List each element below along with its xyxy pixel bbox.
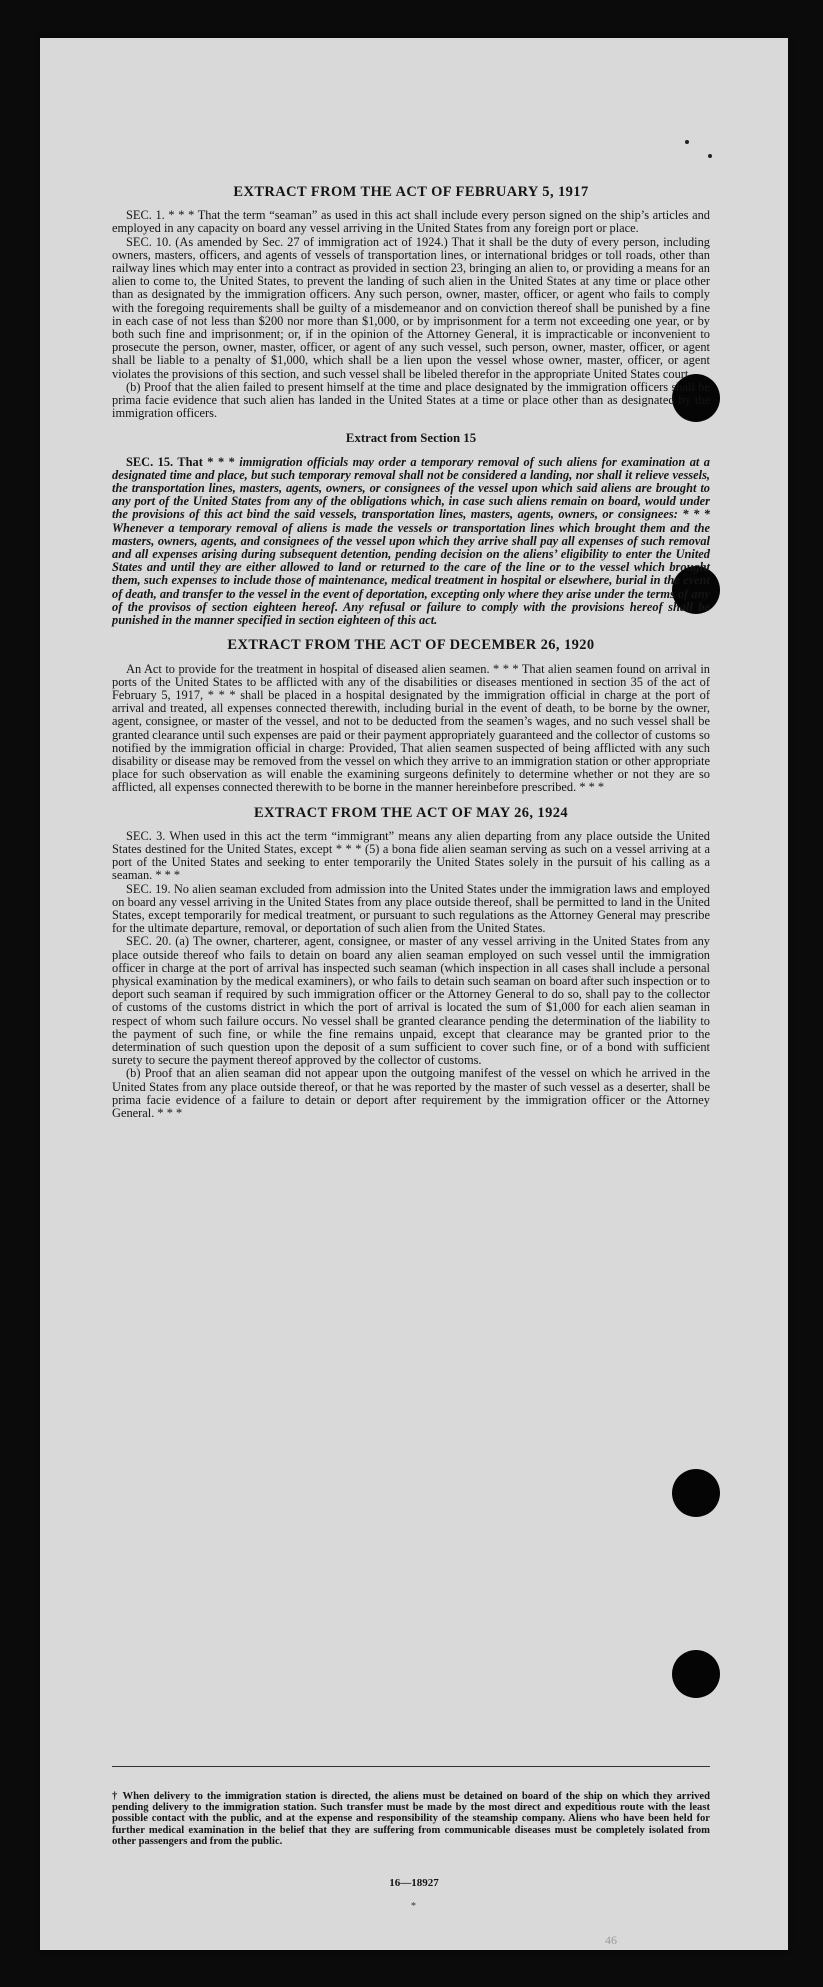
paragraph-sec3: SEC. 3. When used in this act the term “immigrant” means any alien departing from any place outside the United States destined for the United States, except * * * (5) a bona fide alien seaman serving as such on a vessel arriving at a port of the United States and seeking to enter temporarily the United States solely in the pursuit of his calling as a seaman. * * * [112,828,710,883]
paragraph-dec-1920: An Act to provide for the treatment in hospital of diseased alien seamen. * * * That alien seamen found on arrival in ports of the United States to be afflicted with any of the disabilities or diseases mentioned in section 35 of the act of February 5, 1917, * * * shall be placed in a hospital designated by the immigration official in charge at the port of arrival and treated, all expenses connected therewith, including burial in the event of death, to be borne by the owner, agent, consignee, or master of the vessel, and not to be deducted from the seamen’s wages, and no such vessel shall be granted clearance until such expenses are paid or their payment appropriately guaranteed and the collector of customs so notified by the immigration official in charge: Provided, That alien seamen suspected of being afflicted with any such disability or disease may be removed from the vessel on which they arrive to an immigration station or other appropriate place for such observation as will enable the examining surgeons definitely to determine whether or not they are so afflicted, all expenses connected therewith to be borne in the manner hereinbefore prescribed. * * * [112,661,710,795]
form-number: 16—18927 [389,1877,439,1889]
speck-mark [685,140,689,144]
heading-feb-1917: EXTRACT FROM THE ACT OF FEBRUARY 5, 1917 [233,184,589,200]
sec15-text: immigration officials may order a temporary removal of such aliens for examination at a designated time and place, but such temporary removal shall not be considered a landing, nor shall it relieve vessels, the transportation lines, masters, agents, owners, or consignees of the vessel upon which said aliens are brought to any port of the United States from any of the obligations which, in case such aliens remain on board, would under the provisions of this act bind the said vessels, transportation lines, masters, agents, owners, or consignees: * * * Whenever a temporary removal of aliens is made the vessels or transportation lines which brought them and the masters, owners, agents, and consignees of the vessel upon which they arrive shall pay all expenses of such removal and all expenses arising during subsequent detention, pending decision on the aliens’ eligibility to enter the United States and until they are either allowed to land or returned to the care of the line or to the vessel which brought them, such expenses to include those of maintenance, medical treatment in hospital or elsewhere, burial in the event of death, and transfer to the vessel in the event of deportation, excepting only where they arise under the terms of any of the provisos of section eighteen hereof. Any refusal or failure to comply with the provisions hereof shall be punished in the manner specified in section eighteen of this act. [112,454,710,628]
footnote-divider [112,1766,710,1767]
footnote: † When delivery to the immigration station is directed, the aliens must be detained on board of the ship on which they arrived pending delivery to the immigration station. Such transfer must be made by the most direct and expeditious route with the least possible contact with the public, and at the expense and responsibility of the steamship company. Aliens who have been held for further medical examination in the belief that they are suffering from communicable diseases must be completely isolated from other passengers and from the public. [112,1790,710,1848]
paragraph-sec20a: SEC. 20. (a) The owner, charterer, agent, consignee, or master of any vessel arriving in the United States from any place outside thereof who fails to detain on board any alien seaman employed on such vessel until the immigration officer in charge at the port of arrival has inspected such seaman (which inspection in all cases shall include a personal physical examination by the medical examiners), or who fails to detain such seaman on board after such inspection or to deport such seaman if required by such immigration officer or the Attorney General to do so, shall pay to the collector of customs of the customs district in which the port of arrival is located the sum of $1,000 for each alien seaman in respect of whom such failure occurs. No vessel shall be granted clearance pending the determination of the liability to the payment of such fine, or while the fine remains unpaid, except that clearance may be granted prior to the determination of such question upon the deposit of a sum sufficient to cover such fine, or of a bond with sufficient surety to secure the payment thereof approved by the collector of customs. [112,934,710,1068]
sec15-prefix: SEC. 15. That * * * [126,454,235,469]
paragraph-sec10b: (b) Proof that the alien failed to present himself at the time and place designated by the immigration officers shall be prima facie evidence that such alien has landed in the United States at a time or place other than as designated by the immigration officers. [112,379,710,421]
paragraph-sec20b: (b) Proof that an alien seaman did not appear upon the outgoing manifest of the vessel on which he arrived in the United States from any place outside thereof, or that he was reported by the master of such vessel as a deserter, shall be prima facie evidence of a failure to detain or deport after requirement by the immigration officer or the Attorney General. * * * [112,1066,710,1120]
paragraph-sec1: SEC. 1. * * * That the term “seaman” as used in this act shall include every person signed on the ship’s articles and employed in any capacity on board any vessel arriving in the United States from any foreign port or place. [112,208,710,236]
stamp-mark: 46 [605,1933,617,1947]
speck-mark [708,154,712,158]
heading-dec-1920: EXTRACT FROM THE ACT OF DECEMBER 26, 1920 [227,637,595,654]
paragraph-sec19: SEC. 19. No alien seaman excluded from admission into the United States under the immigration laws and employed on board any vessel arriving in the United States from any place outside thereof, shall be permitted to land in the United States, except temporarily for medical treatment, or pursuant to such regulations as the Attorney General may prescribe for the ultimate departure, removal, or deportation of such alien from the United States. [112,881,710,936]
paragraph-sec15 [112,456,710,628]
punch-hole-4 [672,1650,720,1698]
paragraph-sec10: SEC. 10. (As amended by Sec. 27 of immigration act of 1924.) That it shall be the duty of every person, including owners, masters, officers, and agents of vessels of transportation lines, or international bridges or toll roads, other than railway lines which may enter into a contract as provided in section 23, bringing an alien to, or providing a means for an alien to come to, the United States, to prevent the landing of such alien in the United States at any time or place other than as designated by the immigration officers. Any such person, owner, master, officer, or agent who fails to comply with the foregoing requirements shall be guilty of a misdemeanor and on conviction thereof shall be punished by a fine in each case of not less than $200 nor more than $1,000, or by imprisonment for a term not exceeding one year, or by both such fine and imprisonment; or, if in the opinion of the Attorney General, it is impracticable or inconvenient to prosecute the person, owner, master, officer, or agent of any such vessel, such person, owner, master, officer, or agent shall be liable to a penalty of $1,000, which shall be a lien upon the vessel whose owner, master, officer, or agent violates the provisions of this section, and such vessel shall be libeled therefor in the appropriate United States court. [112,234,710,381]
document-body [112,186,710,1120]
heading-section15: Extract from Section 15 [345,431,477,446]
bottom-mark: * [411,1901,416,1912]
heading-may-1924: EXTRACT FROM THE ACT OF MAY 26, 1924 [253,804,569,821]
punch-hole-3 [672,1469,720,1517]
document-page [40,38,788,1950]
